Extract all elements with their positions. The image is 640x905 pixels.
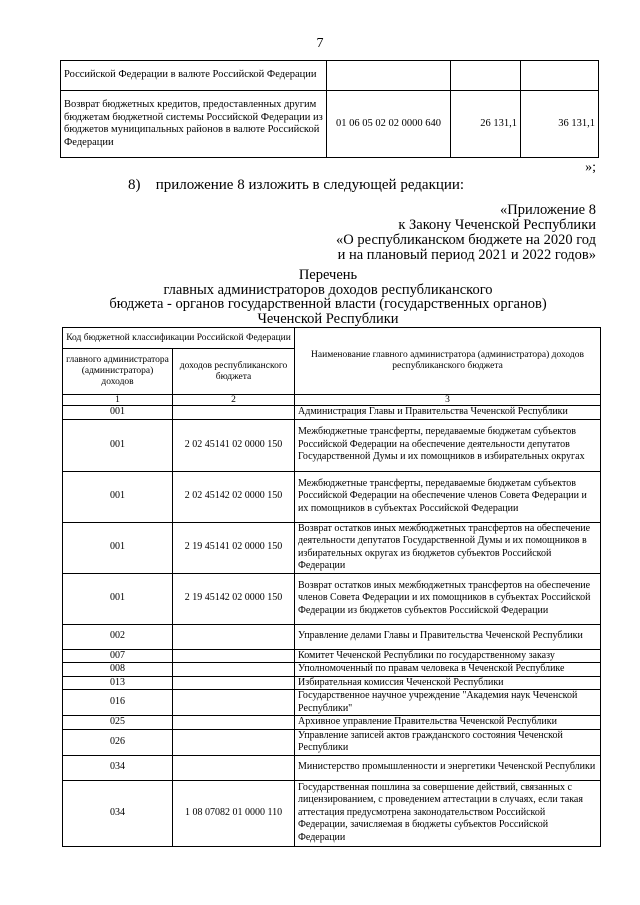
list-title-line: Перечень	[298, 267, 358, 283]
table-row	[63, 406, 601, 420]
table-row	[63, 716, 601, 730]
table-row	[63, 573, 601, 624]
table-cell-value	[451, 61, 521, 91]
appendix-line: к Закону Чеченской Республики	[398, 217, 596, 233]
cell-name: Межбюджетные трансферты, передаваемые бюджетам субъектов Российской Федерации на обеспечение деятельности депутатов Государственной Думы и их помощников в избирательных округах	[295, 419, 601, 471]
table-cell-value: 26 131,1	[451, 91, 521, 158]
cell-admin-code: 008	[63, 663, 173, 677]
cell-admin-code: 026	[63, 729, 173, 755]
cell-name: Управление делами Главы и Правительства Чеченской Республики	[295, 624, 601, 649]
cell-admin-code: 001	[63, 573, 173, 624]
cell-admin-code: 001	[63, 419, 173, 471]
table-row	[63, 690, 601, 716]
cell-income-code	[173, 406, 295, 420]
cell-name: Государственная пошлина за совершение действий, связанных с лицензированием, с проведением аттестации в случаях, если такая аттестация предусмотрена законодательством Российской Федерации, зачисляемая в бюджеты субъектов Российской Федерации	[295, 780, 601, 846]
table-row	[63, 729, 601, 755]
cell-name: Избирательная комиссия Чеченской Республики	[295, 676, 601, 690]
cell-income-code: 2 19 45141 02 0000 150	[173, 522, 295, 573]
table-row	[63, 780, 601, 846]
table-row	[63, 649, 601, 663]
cell-admin-code: 001	[63, 471, 173, 522]
cell-name: Возврат остатков иных межбюджетных трансфертов на обеспечение членов Совета Федерации и их помощников в субъектах Российской Федерации из бюджетов субъектов Российской Федерации	[295, 573, 601, 624]
item-number: 8)	[128, 177, 141, 193]
appendix-line: «О республиканском бюджете на 2020 год	[336, 232, 596, 248]
column-number: 2	[173, 395, 295, 406]
appendix-line: и на плановый период 2021 и 2022 годов»	[337, 247, 596, 263]
cell-income-code	[173, 676, 295, 690]
table-row	[61, 91, 599, 158]
amendment-item	[128, 177, 464, 194]
cell-name: Возврат остатков иных межбюджетных трансфертов на обеспечение деятельности депутатов Государственной Думы и их помощников в избирательных округах из бюджетов субъектов Российской Федерации	[295, 522, 601, 573]
list-title-line: главных администраторов доходов республиканского	[163, 281, 493, 298]
header-admin: главного администратора (администратора) доходов	[63, 349, 173, 395]
list-title-line: бюджета - органов государственной власти (государственных органов)	[109, 296, 547, 312]
cell-name: Межбюджетные трансферты, передаваемые бюджетам субъектов Российской Федерации на обеспечение членов Совета Федерации и их помощников в субъектах Российской Федерации	[295, 471, 601, 522]
cell-income-code	[173, 729, 295, 755]
cell-income-code	[173, 690, 295, 716]
list-title-line: Чеченской Республики	[257, 310, 399, 327]
cell-admin-code: 001	[63, 406, 173, 420]
cell-income-code: 2 02 45142 02 0000 150	[173, 471, 295, 522]
cell-income-code: 2 02 45141 02 0000 150	[173, 419, 295, 471]
column-numbers-row	[63, 395, 601, 406]
cell-income-code: 1 08 07082 01 0000 110	[173, 780, 295, 846]
cell-admin-code: 013	[63, 676, 173, 690]
cell-admin-code: 034	[63, 755, 173, 780]
cell-name: Уполномоченный по правам человека в Чеченской Республике	[295, 663, 601, 677]
page-number: 7	[316, 36, 324, 51]
appendix-header	[236, 203, 596, 263]
cell-admin-code: 002	[63, 624, 173, 649]
table-row	[61, 61, 599, 91]
previous-table-continuation	[60, 60, 599, 158]
cell-name: Администрация Главы и Правительства Чеченской Республики	[295, 406, 601, 420]
closing-quote: »;	[585, 160, 596, 175]
table-cell-value	[521, 61, 599, 91]
cell-admin-code: 016	[63, 690, 173, 716]
cell-name: Министерство промышленности и энергетики Чеченской Республики	[295, 755, 601, 780]
cell-income-code	[173, 649, 295, 663]
cell-income-code	[173, 624, 295, 649]
table-row	[63, 419, 601, 471]
table-row	[63, 522, 601, 573]
table-cell-name: Возврат бюджетных кредитов, предоставленных другим бюджетам бюджетной системы Российской Федерации из бюджетов муниципальных районов в валюте Российской Федерации	[61, 91, 327, 158]
column-number: 3	[295, 395, 601, 406]
list-title	[90, 268, 566, 326]
table-row	[63, 624, 601, 649]
table-cell-name: Российской Федерации в валюте Российской Федерации	[61, 61, 327, 91]
table-header-row	[63, 328, 601, 349]
table-cell-code: 01 06 05 02 02 0000 640	[327, 91, 451, 158]
table-row	[63, 676, 601, 690]
table-row	[63, 663, 601, 677]
cell-income-code	[173, 663, 295, 677]
table-cell-value: 36 131,1	[521, 91, 599, 158]
cell-admin-code: 034	[63, 780, 173, 846]
cell-name: Управление записей актов гражданского состояния Чеченской Республики	[295, 729, 601, 755]
cell-admin-code: 001	[63, 522, 173, 573]
cell-name: Государственное научное учреждение "Академия наук Чеченской Республики"	[295, 690, 601, 716]
cell-admin-code: 025	[63, 716, 173, 730]
appendix-line: «Приложение 8	[500, 202, 596, 218]
header-kbk: Код бюджетной классификации Российской Федерации	[63, 328, 295, 349]
cell-income-code: 2 19 45142 02 0000 150	[173, 573, 295, 624]
cell-name: Архивное управление Правительства Чеченской Республики	[295, 716, 601, 730]
header-income: доходов республиканского бюджета	[173, 349, 295, 395]
table-cell-code	[327, 61, 451, 91]
item-text: приложение 8 изложить в следующей редакции:	[155, 177, 465, 193]
cell-income-code	[173, 716, 295, 730]
table-row	[63, 755, 601, 780]
cell-admin-code: 007	[63, 649, 173, 663]
table-row	[63, 471, 601, 522]
cell-income-code	[173, 755, 295, 780]
header-name: Наименование главного администратора (администратора) доходов республиканского бюджета	[295, 328, 601, 395]
administrators-table	[62, 327, 601, 847]
cell-name: Комитет Чеченской Республики по государственному заказу	[295, 649, 601, 663]
column-number: 1	[63, 395, 173, 406]
